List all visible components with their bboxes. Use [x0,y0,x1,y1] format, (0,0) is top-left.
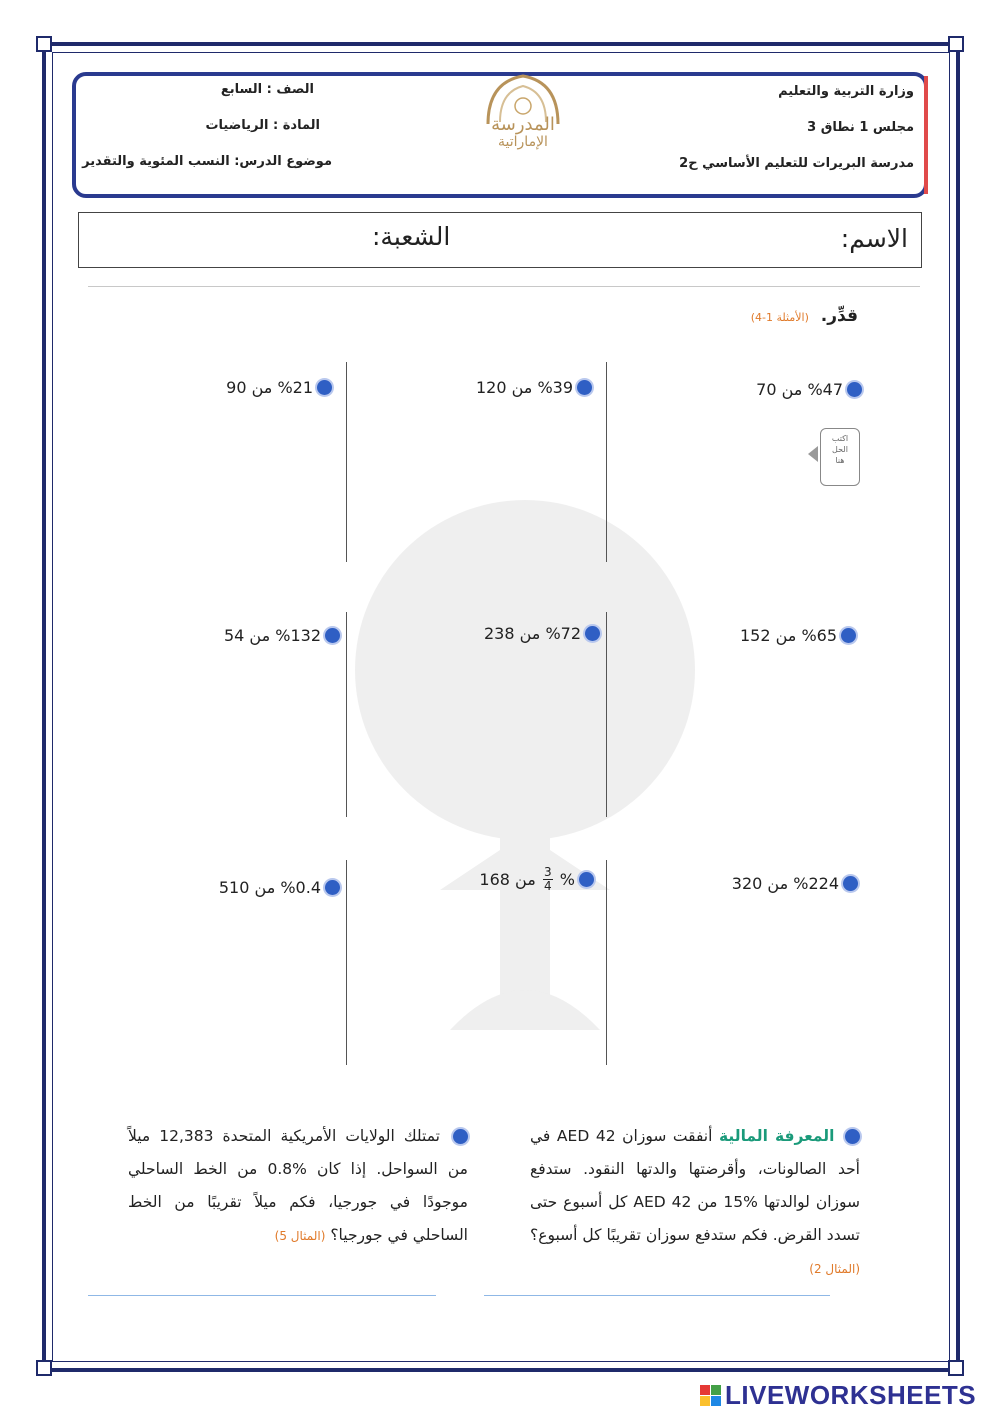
problem-marker-icon [317,380,332,395]
problem-marker-icon [579,872,594,887]
problem-item[interactable] [732,874,858,893]
word-problem-ref: (المثال 2) [809,1262,860,1276]
problem-marker-icon [325,628,340,643]
column-divider [346,860,347,1065]
word-problem-text: أنفقت سوزان AED 42 في أحد الصالونات، وأقرضتها والدتها النقود. ستدفع سوزان لوالدتها %15 من AED 42 كل أسبوع حتى تسدد القرض. فكم ستدفع سوزان تقريبًا كل أسبوع؟ [530,1127,860,1244]
problem-item[interactable] [224,626,340,645]
problem-marker-icon [841,628,856,643]
problem-item[interactable] [219,878,340,897]
section-title-text: قدِّر. [820,306,858,326]
answer-line[interactable] [88,1295,436,1296]
corner-ornament [948,1360,964,1376]
brand-text: LIVEWORKSHEETS [725,1380,977,1410]
problem-marker-icon [847,382,862,397]
corner-ornament [36,36,52,52]
corner-ornament [36,1360,52,1376]
problem-text: %0.4 من 510 [218,878,321,897]
student-info-box [78,212,922,268]
word-problem-highlight: المعرفة المالية [719,1127,835,1145]
problem-item[interactable] [226,378,332,397]
word-problem-text: الولايات الأمريكية المتحدة 12,383 ميلاً من السواحل. إذا كان %0.8 من الخط الساحلي موجودًا في جورجيا، فكم ميلاً تقريبًا من الخط الساحلي في جورجيا؟ [128,1127,468,1244]
brand-squares-icon [700,1385,721,1406]
section-title [751,306,858,326]
arrow-left-icon [808,446,818,462]
column-divider [606,612,607,817]
word-problem [128,1120,468,1253]
fraction-numerator: 3 [543,865,552,879]
header-accent [924,76,928,194]
problem-text: %72 من 238 [483,624,581,643]
answer-line[interactable] [484,1295,830,1296]
problem-text: %65 من 152 [739,626,837,645]
problem-marker-icon [453,1129,468,1144]
problem-item[interactable] [756,380,862,399]
word-problem [530,1120,860,1286]
problem-text: من 168 [479,870,536,889]
problem-percent: % [559,870,575,889]
subject-label: المادة : الرياضيات [205,118,320,133]
word-problem-ref: (المثال 5) [274,1229,326,1243]
divider [88,286,920,287]
grade-label: الصف : السابع [220,82,314,97]
liveworksheets-logo [700,1380,976,1411]
problem-text: %21 من 90 [226,378,313,397]
problem-item[interactable] [740,626,856,645]
fraction [543,866,553,893]
problem-item[interactable] [484,624,600,643]
section-ref: (الأمثلة 1-4) [750,311,809,324]
problem-marker-icon [577,380,592,395]
column-divider [346,612,347,817]
council-label: مجلس 1 نطاق 3 [807,120,914,135]
school-logo [468,72,578,150]
column-divider [346,362,347,562]
problem-marker-icon [585,626,600,641]
column-divider [606,860,607,1065]
hint-line: هنا [835,456,845,465]
write-answer-hint [820,428,860,486]
problem-item[interactable] [476,378,592,397]
hint-line: الحل [832,445,848,454]
fraction-denominator: 4 [543,879,552,893]
column-divider [606,362,607,562]
problem-text: %47 من 70 [756,380,843,399]
logo-text-1: المدرسة [491,114,555,135]
name-label: الاسم: [840,224,908,253]
ministry-label: وزارة التربية والتعليم [778,84,914,99]
tree-watermark [330,470,720,1070]
hint-line: اكتب [831,434,849,443]
section-label: الشعبة: [372,222,451,251]
problem-text: %39 من 120 [475,378,573,397]
problem-text: %224 من 320 [731,874,839,893]
problem-item[interactable] [479,866,594,893]
problem-marker-icon [843,876,858,891]
word-problem-prefix: تمتلك [403,1127,440,1145]
problem-marker-icon [325,880,340,895]
corner-ornament [948,36,964,52]
problem-marker-icon [845,1129,860,1144]
lesson-label: موضوع الدرس: النسب المئوية والتقدير [82,154,332,169]
problem-text: %132 من 54 [223,626,321,645]
school-label: مدرسة البريرات للتعليم الأساسي ح2 [679,156,914,171]
logo-text-2: الإماراتية [498,134,548,150]
